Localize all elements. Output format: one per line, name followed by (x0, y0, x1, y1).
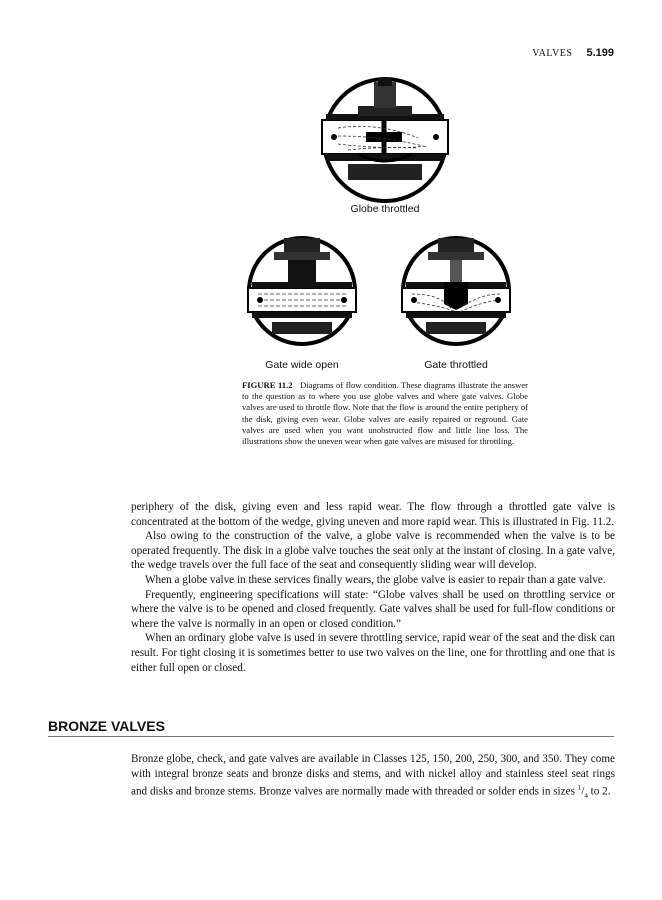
label-gate-throttled: Gate throttled (424, 359, 488, 371)
globe-valve-diagram (318, 76, 452, 204)
figure-caption-label: FIGURE 11.2 (242, 380, 293, 390)
paragraph-1: periphery of the disk, giving even and less rapid wear. The flow through a throttled gate valve is concentrated at the bottom of the wedge, giving uneven and more rapid wear. This is illustrated in Fig. 11.2. (131, 501, 615, 528)
size-denominator: 4 (584, 792, 588, 801)
body-text (131, 500, 615, 675)
section-heading: BRONZE VALVES (48, 718, 614, 737)
paragraph-3: When a globe valve in these services finally wears, the globe valve is easier to repair than a gate valve. (145, 573, 606, 586)
figure-caption (242, 380, 528, 447)
paragraph-5: When an ordinary globe valve is used in severe throttling service, rapid wear of the seat and the disk can result. For tight closing it is sometimes better to use two valves on the line, one for throttling and one that is either full open or closed. (131, 632, 615, 674)
figure-caption-text: Diagrams of flow condition. These diagrams illustrate the answer to the question as to where you use globe valves and where gate valves. Globe valves are used to throttle flow. Note that the flow is around the entire periphery of the disk, giving even wear. Globe valves are easily repaired or reground. Gate valves are used when you want unobstructed flow and little line loss. The illustrations show the uneven wear when gate valves are misused for throttling. (242, 380, 528, 447)
bronze-valves-text: Bronze globe, check, and gate valves are available in Classes 125, 150, 200, 250, 300, and 350. They come with integral bronze seats and bronze disks and stems, and with nickel alloy and stainless steel seat rings and disks and bronze stems. Bronze valves are normally made with threaded or solder ends in sizes $^1/_4$ to 2. (131, 753, 615, 801)
label-globe-throttled: Globe throttled (350, 203, 420, 215)
page-number: 5.199 (586, 47, 614, 59)
paragraph-4: Frequently, engineering specifications will state: “Globe valves shall be used on throttling service or where the valve is to be opened and closed frequently. Gate valves shall be used for full-flow conditions or where the valve is normally in an open or closed condition.” (131, 588, 615, 630)
size-numerator: 1 (577, 784, 582, 793)
label-gate-wide-open: Gate wide open (265, 359, 339, 371)
paragraph-2: Also owing to the construction of the valve, a globe valve is recommended when the valve is to be operated frequently. The disk in a globe valve touches the seat only at the instant of closing. In a gate valve, the wedge travels over the full face of the seat and consequently sliding wear will develop. (131, 530, 615, 572)
header-section: VALVES (532, 48, 573, 59)
running-header (532, 47, 614, 59)
gate-open-diagram (244, 236, 360, 346)
size-tail: to 2. (590, 785, 611, 798)
bronze-paragraph: Bronze globe, check, and gate valves are available in Classes 125, 150, 200, 250, 300, and 350. They come with integral bronze seats and bronze disks and stems, and with nickel alloy and stainless steel seat rings and disks and bronze stems. Bronze valves are normally made with threaded or solder ends in sizes (131, 753, 615, 798)
gate-throttled-diagram (398, 236, 514, 346)
